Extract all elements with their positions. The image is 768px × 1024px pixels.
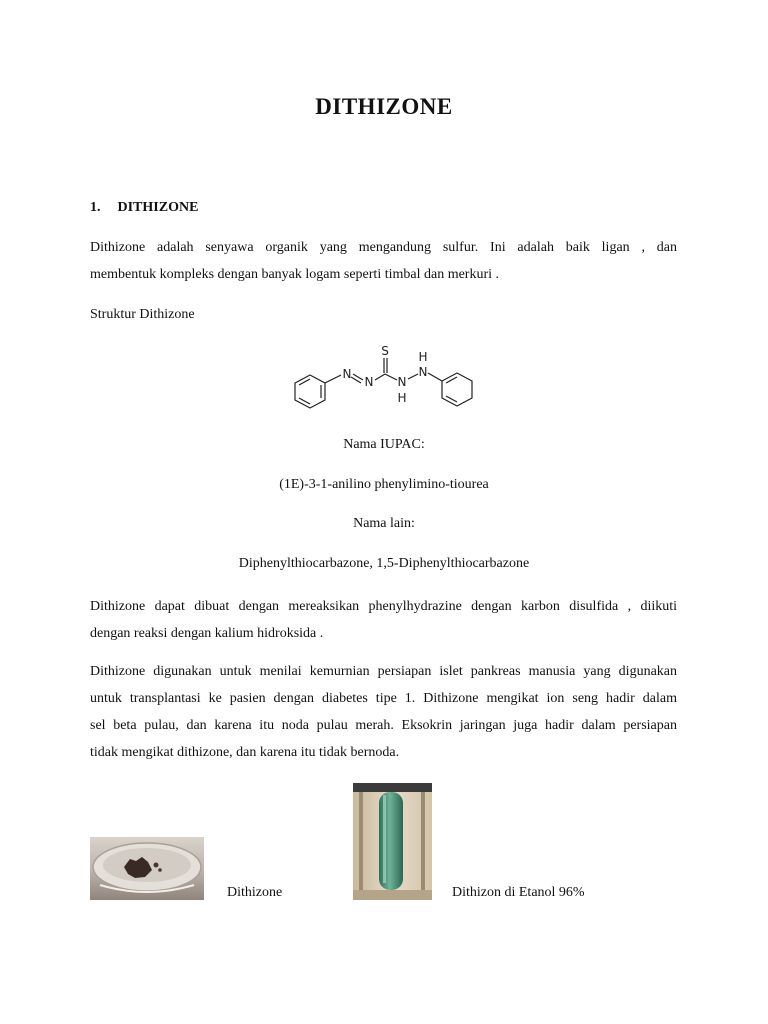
atom-n4: N — [418, 365, 428, 379]
dithizone-ethanol-tube-photo — [353, 783, 432, 900]
intro-line-1: Dithizone adalah senyawa organik yang mengandung sulfur. Ini adalah baik ligan , dan — [90, 240, 677, 255]
atom-h-bottom: H — [397, 391, 407, 405]
photo2-caption: Dithizon di Etanol 96% — [452, 885, 585, 900]
dithizone-structure-diagram — [285, 340, 480, 420]
atom-n2: N — [364, 375, 374, 389]
intro-line-2: membentuk kompleks dengan banyak logam seperti timbal dan merkuri . — [90, 267, 500, 282]
use-line-3: sel beta pulau, dan karena itu noda pulau merah. Eksokrin jaringan juga hadir dalam persiapan — [90, 718, 677, 733]
use-line-4: tidak mengikat dithizone, dan karena itu tidak bernoda. — [90, 745, 400, 760]
other-name-value: Diphenylthiocarbazone, 1,5-Diphenylthiocarbazone — [238, 556, 530, 571]
other-name-label: Nama lain: — [353, 516, 415, 531]
right-phenyl-ring — [442, 373, 472, 406]
atom-n1: N — [342, 367, 352, 381]
prep-line-2: dengan reaksi dengan kalium hidroksida . — [90, 626, 324, 641]
photo1-caption: Dithizone — [227, 885, 283, 900]
prep-line-1: Dithizone dapat dibuat dengan mereaksikan phenylhydrazine dengan karbon disulfida , diikuti — [90, 599, 677, 614]
use-line-1: Dithizone digunakan untuk menilai kemurnian persiapan islet pankreas manusia yang digunakan — [90, 664, 677, 679]
document-title: DITHIZONE — [315, 94, 453, 119]
section-heading — [90, 200, 198, 216]
section-number: 1. — [90, 200, 101, 215]
atom-s: S — [381, 344, 389, 358]
section-title: DITHIZONE — [117, 200, 199, 215]
use-line-2: untuk transplantasi ke pasien dengan diabetes tipe 1. Dithizone mengikat ion seng hadir dalam — [90, 691, 677, 706]
iupac-label: Nama IUPAC: — [343, 437, 425, 452]
structure-label: Struktur Dithizone — [90, 307, 195, 322]
atom-n3: N — [397, 375, 407, 389]
iupac-value: (1E)-3-1-anilino phenylimino-tiourea — [279, 477, 489, 492]
dithizone-powder-photo — [90, 837, 204, 900]
atom-h-top: H — [418, 350, 428, 364]
